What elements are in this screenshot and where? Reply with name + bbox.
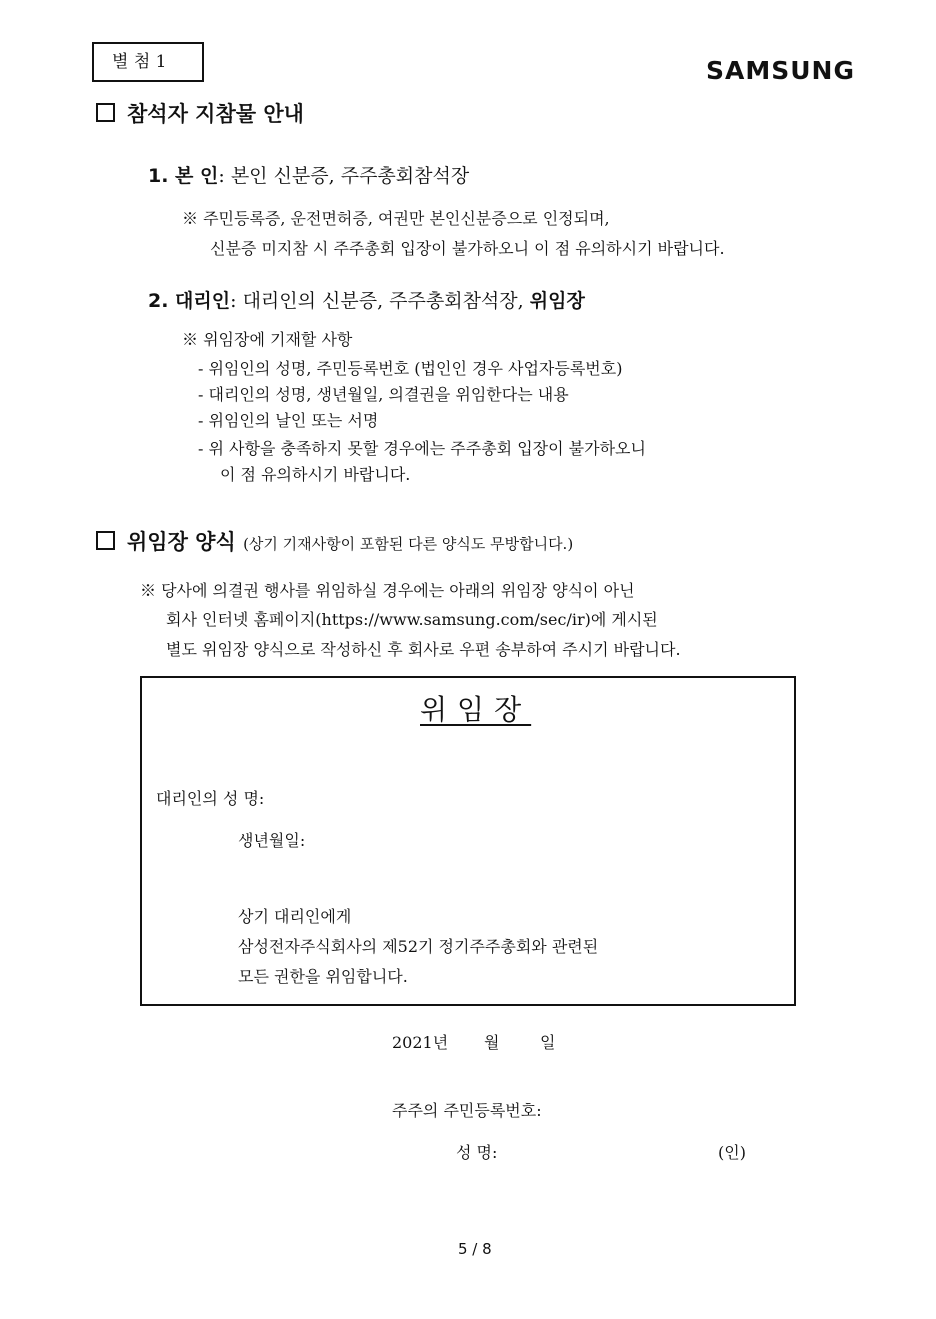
date-day: 일 [540, 1033, 556, 1052]
item1-line [148, 161, 469, 188]
checkbox-icon [96, 531, 115, 550]
shareholder-id-label: 주주의 주민등록번호: [392, 1101, 542, 1120]
section2-note-line2: 회사 인터넷 홈페이지(https://www.samsung.com/sec/ir)에 게시된 [166, 610, 658, 629]
form-title: 위임장 [420, 693, 532, 726]
section2-heading [96, 526, 573, 556]
samsung-logo: SAMSUNG [706, 56, 855, 85]
item2-bullet: - 대리인의 성명, 생년월일, 의결권을 위임한다는 내용 [198, 385, 569, 404]
proxy-name-label: 대리인의 성 명: [156, 789, 265, 808]
section2-note-line3: 별도 위임장 양식으로 작성하신 후 회사로 우편 송부하여 주시기 바랍니다. [166, 640, 681, 659]
item1-content: : 본인 신분증, 주주총회참석장 [218, 165, 470, 187]
section2-note-line1: ※ 당사에 의결권 행사를 위임하실 경우에는 아래의 위임장 양식이 아닌 [140, 581, 635, 600]
item2-content: : 대리인의 신분증, 주주총회참석장, [230, 290, 524, 312]
item2-note-header: ※ 위임장에 기재할 사항 [182, 330, 353, 349]
section1-title: 참석자 지참물 안내 [127, 102, 304, 126]
seal-label: (인) [718, 1143, 746, 1162]
form-text-line1: 상기 대리인에게 [238, 907, 352, 926]
item2-bullet-continuation: 이 점 유의하시기 바랍니다. [220, 465, 411, 484]
item1-note-line2: 신분증 미지참 시 주주총회 입장이 불가하오니 이 점 유의하시기 바랍니다. [210, 239, 725, 258]
page-number: 5 / 8 [458, 1240, 492, 1258]
attachment-label: 별 첨 1 [92, 42, 204, 82]
section2-title: 위임장 양식 [127, 530, 236, 554]
item2-bullet: - 위 사항을 충족하지 못할 경우에는 주주총회 입장이 불가하오니 [198, 439, 646, 458]
checkbox-icon [96, 103, 115, 122]
item2-bullet: - 위임인의 날인 또는 서명 [198, 411, 379, 430]
birth-date-label: 생년월일: [238, 831, 306, 850]
date-month: 월 [484, 1033, 500, 1052]
item2-bullet: - 위임인의 성명, 주민등록번호 (법인인 경우 사업자등록번호) [198, 359, 623, 378]
form-text-line3: 모든 권한을 위임합니다. [238, 967, 408, 986]
section2-subtitle: (상기 기재사항이 포함된 다른 양식도 무방합니다.) [243, 535, 574, 553]
item1-note-line1: ※ 주민등록증, 운전면허증, 여권만 본인신분증으로 인정되며, [182, 209, 610, 228]
item2-label: 2. 대리인 [148, 290, 231, 312]
item2-content-bold: 위임장 [529, 290, 585, 312]
section1-heading [96, 98, 304, 128]
shareholder-name-label: 성 명: [456, 1143, 498, 1162]
form-text-line2: 삼성전자주식회사의 제52기 정기주주총회와 관련된 [238, 937, 599, 956]
date-year: 2021년 [392, 1033, 449, 1052]
item1-label: 1. 본 인 [148, 165, 219, 187]
item2-line [148, 286, 585, 313]
